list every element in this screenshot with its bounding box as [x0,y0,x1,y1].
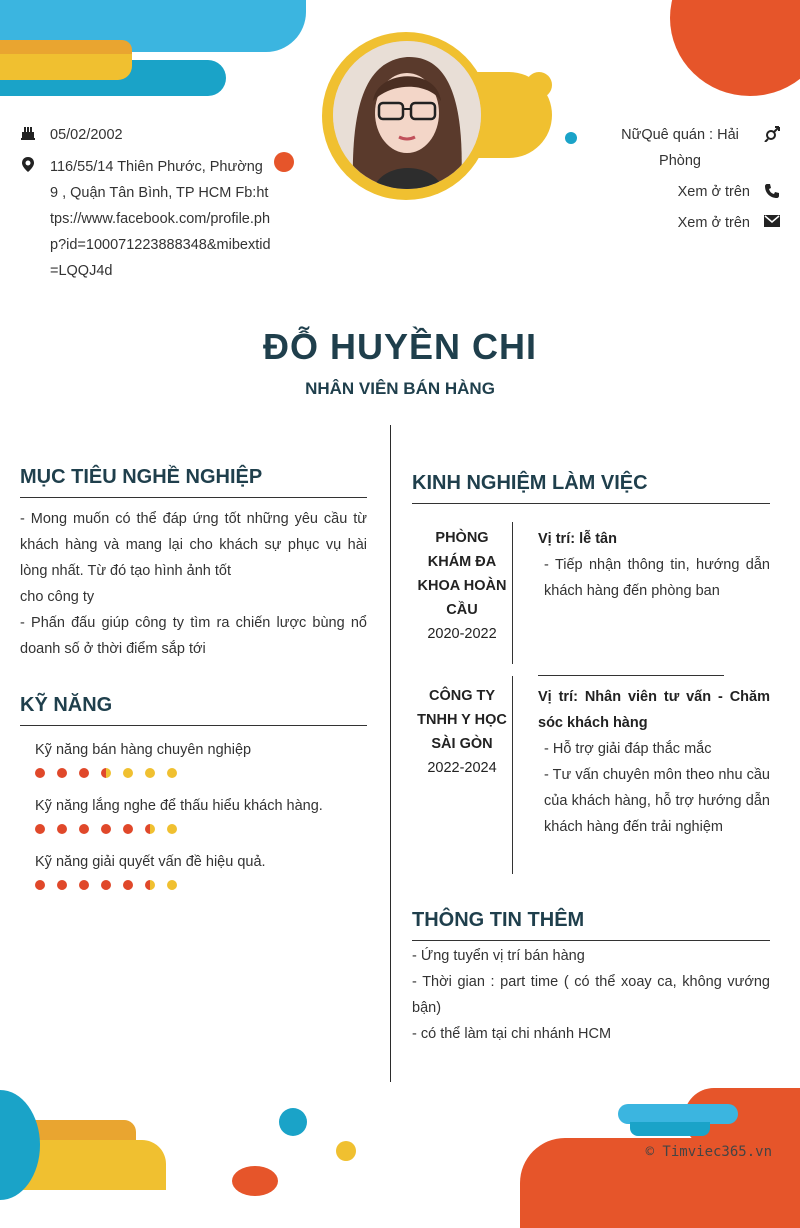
skill-name: Kỹ năng giải quyết vấn đề hiệu quả. [35,854,266,870]
skill-dot [35,824,45,834]
skill-name: Kỹ năng lắng nghe để thấu hiểu khách hàng. [35,798,323,814]
address-row [20,154,272,284]
skill-dot [167,768,177,778]
cake-icon [20,122,50,145]
skill-dot [167,824,177,834]
experience-desc: - Tiếp nhận thông tin, hướng dẫn khách hàng đến phòng ban [544,557,770,599]
avatar [333,41,481,189]
experience-details [538,526,770,604]
email-row [590,210,780,236]
objective-section [20,466,367,662]
skill-dot [79,768,89,778]
skill-dot [57,824,67,834]
skill-rating [35,880,367,890]
skill-item [20,740,367,778]
top-left-decoration-orange [0,40,132,54]
skill-dot [101,880,111,890]
experience-position: Vị trí: Nhân viên tư vấn - Chăm sóc khách hàng [538,689,770,731]
decor-dot-blue [279,1108,307,1136]
experience-meta [412,526,512,646]
skills-title: KỸ NĂNG [20,694,367,726]
decor-dot-yellow [526,72,552,98]
experience-desc: - Hỗ trợ giải đáp thắc mắc [544,741,712,757]
skill-dot [35,880,45,890]
phone-text: Xem ở trên [677,184,750,200]
address-text: 116/55/14 Thiên Phước, Phường 9 , Quận Tân Bình, TP HCM Fb:https://www.facebook.com/profile.php?id=100071223888348&mibextid=LQQJ4d [50,159,271,279]
additional-line: - có thể làm tại chi nhánh HCM [412,1026,612,1042]
phone-row [590,179,780,205]
skill-dot [101,768,111,778]
experience-section [412,472,770,504]
column-divider [390,425,391,1082]
skill-dot [123,824,133,834]
skill-dot [145,880,155,890]
avatar-photo [333,41,481,189]
skill-dot [57,768,67,778]
objective-line: - Mong muốn có thể đáp ứng tốt những yêu cầu từ khách hàng và mang lại cho khách sự phục vụ hài lòng nhất. Từ đó tạo hình ảnh tốt [20,511,367,579]
top-right-decoration [670,0,800,96]
phone-icon [750,179,780,204]
candidate-name: ĐỖ HUYỀN CHI [262,326,538,367]
decor-dot-red [274,152,294,172]
bottom-right-decoration-blue [618,1104,738,1124]
experience-time: 2020-2022 [427,626,497,642]
additional-line: - Thời gian : part time ( có thể xoay ca, không vướng bận) [412,974,770,1016]
objective-line: - Phấn đấu giúp công ty tìm ra chiến lược bùng nổ doanh số ở thời điểm sắp tới [20,615,367,657]
experience-desc: - Tư vấn chuyên môn theo nhu cầu của khách hàng, hỗ trợ hướng dẫn khách hàng đến trải nghiệm [544,767,770,835]
email-text: Xem ở trên [677,215,750,231]
experience-title: KINH NGHIỆM LÀM VIỆC [412,472,770,504]
decor-dot-yellow [336,1141,356,1161]
decor-dot-red [232,1166,278,1196]
skill-name: Kỹ năng bán hàng chuyên nghiệp [35,742,252,758]
experience-separator [538,675,724,676]
skill-dot [145,768,155,778]
experience-company: CÔNG TY TNHH Y HỌC SÀI GÒN [417,688,507,752]
email-icon [750,210,780,232]
skill-dot [79,880,89,890]
contact-right [590,122,780,241]
skills-list [20,740,367,890]
additional-section [412,909,770,1047]
experience-divider [512,522,513,664]
decor-dot-blue [565,132,577,144]
experience-divider [512,676,513,874]
skill-dot [79,824,89,834]
skill-dot [123,880,133,890]
location-icon [20,154,50,179]
skill-dot [101,824,111,834]
skill-item [20,852,367,890]
experience-time: 2022-2024 [427,760,497,776]
skills-section [20,694,367,890]
birthday-row [20,122,272,148]
additional-title: THÔNG TIN THÊM [412,909,770,941]
candidate-position: NHÂN VIÊN BÁN HÀNG [305,379,495,398]
bottom-right-decoration-blue-2 [630,1122,710,1136]
skill-dot [123,768,133,778]
gender-hometown-text: NữQuê quán : Hải Phòng [621,127,739,169]
skill-rating [35,768,367,778]
experience-company: PHÒNG KHÁM ĐA KHOA HOÀN CẦU [417,530,507,618]
experience-position: Vị trí: lễ tân [538,531,617,547]
objective-title: MỤC TIÊU NGHỀ NGHIỆP [20,466,367,498]
additional-line: - Ứng tuyển vị trí bán hàng [412,948,585,964]
objective-line: cho công ty [20,589,95,605]
skill-rating [35,824,367,834]
skill-dot [167,880,177,890]
experience-meta [412,684,512,780]
gender-row [590,122,780,174]
skill-dot [57,880,67,890]
skill-dot [145,824,155,834]
birthday-text: 05/02/2002 [50,127,123,143]
gender-icon [750,122,780,147]
skill-dot [35,768,45,778]
contact-left [20,122,272,290]
skill-item [20,796,367,834]
experience-details [538,684,770,840]
watermark: © Timviec365.vn [645,1144,772,1160]
